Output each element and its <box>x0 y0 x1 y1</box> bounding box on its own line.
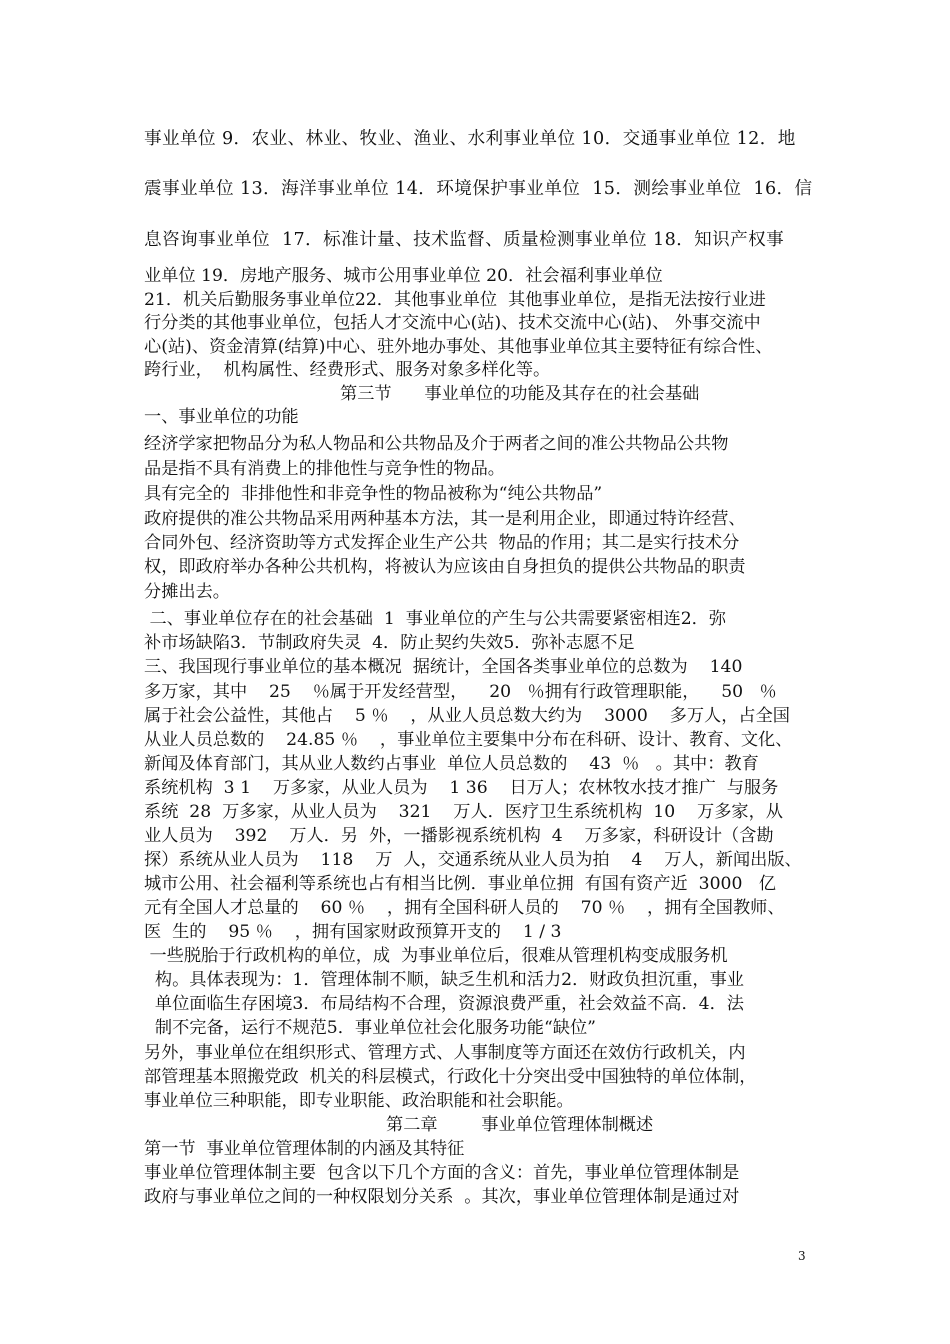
text-line-42: 政府与事业单位之间的一种权限划分关系 。其次，事业单位管理体制是通过对 <box>144 1187 740 1207</box>
text-line-13: 具有完全的 非排他性和非竞争性的物品被称为“纯公共物品” <box>144 484 603 504</box>
text-line-31: 医 生的 95 ％ ，拥有国家财政预算开支的 1 / 3 <box>144 922 562 942</box>
text-line-14: 政府提供的准公共物品采用两种基本方法，其一是利用企业，即通过特许经营、 <box>144 509 746 529</box>
text-line-15: 合同外包、经济资助等方式发挥企业生产公共 物品的作用；其二是实行技术分 <box>144 533 740 553</box>
text-line-7: 心(站)、资金清算(结算)中心、驻外地办事处、其他事业单位其主要特征有综合性、 <box>144 337 773 357</box>
text-line-35: 制不完备，运行不规范5．事业单位社会化服务功能“缺位” <box>144 1018 596 1038</box>
text-line-20: 三、我国现行事业单位的基本概况 据统计，全国各类事业单位的总数为 140 <box>144 657 743 677</box>
text-line-1: 事业单位 9．农业、林业、牧业、渔业、水利事业单位 10．交通事业单位 12．地 <box>144 129 796 149</box>
text-line-3: 息咨询事业单位 17．标准计量、技术监督、质量检测事业单位 18．知识产权事 <box>144 230 785 250</box>
text-line-33: 构。具体表现为：1．管理体制不顺，缺乏生机和活力2．财政负担沉重，事业 <box>144 970 744 990</box>
text-line-26: 系统 28 万多家，从业人员为 321 万人．医疗卫生系统机构 10 万多家，从 <box>144 802 783 822</box>
text-line-21: 多万家，其中 25 ％属于开发经营型， 20 ％拥有行政管理职能， 50 ％ <box>144 682 777 702</box>
text-line-11: 经济学家把物品分为私人物品和公共物品及介于两者之间的准公共物品公共物 <box>144 434 729 454</box>
text-line-30: 元有全国人才总量的 60 ％ ，拥有全国科研人员的 70 ％ ，拥有全国教师、 <box>144 898 785 918</box>
text-line-6: 行分类的其他事业单位，包括人才交流中心(站)、技术交流中心(站)、 外事交流中 <box>144 313 761 333</box>
page-number: 3 <box>798 1249 806 1263</box>
text-line-41: 事业单位管理体制主要 包含以下几个方面的含义：首先，事业单位管理体制是 <box>144 1163 740 1183</box>
text-line-36: 另外，事业单位在组织形式、管理方式、人事制度等方面还在效仿行政机关，内 <box>144 1043 746 1063</box>
text-line-17: 分摊出去。 <box>144 582 230 602</box>
text-line-8: 跨行业， 机构属性、经费形式、服务对象多样化等。 <box>144 360 551 380</box>
text-line-37: 部管理基本照搬党政 机关的科层模式，行政化十分突出受中国独特的单位体制， <box>144 1067 757 1087</box>
text-line-16: 权，即政府举办各种公共机构，将被认为应该由自身担负的提供公共物品的职责 <box>144 557 746 577</box>
text-line-10: 一、事业单位的功能 <box>144 407 299 427</box>
text-line-24: 新闻及体育部门，其从业人数约占事业 单位人员总数的 43 ％ 。其中：教育 <box>144 754 759 774</box>
text-line-2: 震事业单位 13．海洋事业单位 14．环境保护事业单位 15．测绘事业单位 16．信 <box>144 179 813 199</box>
section-heading-3: 第三节 事业单位的功能及其存在的社会基础 <box>340 384 700 404</box>
text-line-34: 单位面临生存困境3．布局结构不合理，资源浪费严重，社会效益不高．4．法 <box>144 994 744 1014</box>
text-line-25: 系统机构 3 1 万多家，从业人员为 1 36 日万人；农林牧水技才推广 与服务 <box>144 778 779 798</box>
text-line-18: 二、事业单位存在的社会基础 1 事业单位的产生与公共需要紧密相连2．弥 <box>144 609 727 629</box>
chapter-heading-2: 第二章 事业单位管理体制概述 <box>386 1115 654 1135</box>
text-line-22: 属于社会公益性，其他占 5 ％ ，从业人员总数大约为 3000 多万人，占全国 <box>144 706 790 726</box>
text-line-27: 业人员为 392 万人．另 外，一播影视系统机构 4 万多家，科研设计（含勘 <box>144 826 774 846</box>
text-line-38: 事业单位三种职能，即专业职能、政治职能和社会职能。 <box>144 1091 574 1111</box>
text-line-40: 第一节 事业单位管理体制的内涵及其特征 <box>144 1139 465 1159</box>
text-line-23: 从业人员总数的 24.85 ％ ，事业单位主要集中分布在科研、设计、教育、文化、 <box>144 730 793 750</box>
text-line-4: 业单位 19．房地产服务、城市公用事业单位 20．社会福利事业单位 <box>144 266 663 286</box>
text-line-32: 一些脱胎于行政机构的单位，成 为事业单位后，很难从管理机构变成服务机 <box>144 946 728 966</box>
text-line-12: 品是指不具有消费上的排他性与竞争性的物品。 <box>144 459 505 479</box>
text-line-29: 城市公用、社会福利等系统也占有相当比例．事业单位拥 有国有资产近 3000 亿 <box>144 874 776 894</box>
text-line-19: 补市场缺陷3．节制政府失灵 4．防止契约失效5．弥补志愿不足 <box>144 633 635 653</box>
text-line-28: 探）系统从业人员为 118 万 人，交通系统从业人员为拍 4 万人，新闻出版、 <box>144 850 802 870</box>
text-line-5: 21．机关后勤服务事业单位22．其他事业单位 其他事业单位，是指无法按行业进 <box>144 290 766 310</box>
